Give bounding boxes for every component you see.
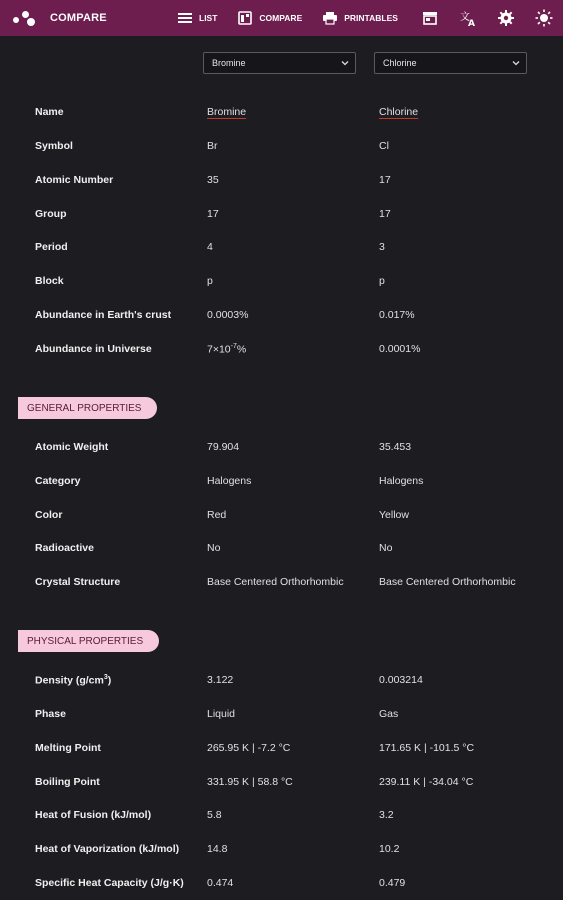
element-a-value: p (207, 275, 213, 287)
element-select-right[interactable] (374, 52, 527, 74)
element-selectors (203, 52, 563, 76)
element-a-value: Base Centered Orthorhombic (207, 576, 344, 588)
element-b-value: Cl (379, 140, 389, 152)
section-header-physical: PHYSICAL PROPERTIES (18, 630, 159, 652)
row-label: Period (35, 241, 68, 253)
label-superscript: 3 (103, 674, 108, 681)
element-b-value: 239.11 K | -34.04 °C (379, 776, 474, 788)
nav-list-label: LIST (199, 13, 218, 23)
element-a-value: 4 (207, 241, 213, 253)
element-a-value: 3.122 (207, 674, 234, 686)
element-a-value: 265.95 K | -7.2 °C (207, 742, 291, 754)
table-row (0, 843, 563, 863)
element-b-value: 0.479 (379, 877, 406, 889)
row-label: Specific Heat Capacity (J/g·K) (35, 877, 184, 889)
svg-text:A: A (468, 19, 475, 27)
row-label: Abundance in Universe (35, 343, 152, 355)
element-b-value: 17 (379, 208, 391, 220)
row-label: Heat of Fusion (kJ/mol) (35, 809, 152, 821)
element-a-value: Liquid (207, 708, 236, 720)
nav-compare-label: COMPARE (259, 13, 303, 23)
table-row (0, 877, 563, 897)
table-row (0, 475, 563, 495)
element-a-value: 5.8 (207, 809, 222, 821)
section-header-general: GENERAL PROPERTIES (18, 397, 157, 419)
value-suffix: % (236, 343, 247, 356)
table-row (0, 776, 563, 796)
element-a-value: 35 (207, 174, 219, 186)
row-label: Group (35, 208, 67, 220)
table-row (0, 309, 563, 329)
element-b-value: 3 (379, 241, 385, 253)
element-b-value: 171.65 K | -101.5 °C (379, 742, 475, 754)
element-b-value: Base Centered Orthorhombic (379, 576, 516, 588)
row-label: Heat of Vaporization (kJ/mol) (35, 843, 180, 855)
nav-printables[interactable] (323, 11, 398, 25)
element-b-value: Gas (379, 708, 399, 720)
table-row (0, 742, 563, 762)
value-base: 7×10 (207, 343, 231, 356)
row-label: Melting Point (35, 742, 101, 754)
element-a-value: No (207, 542, 221, 554)
main-nav (178, 0, 419, 36)
label-base: Density (g/cm (35, 674, 104, 687)
element-b-value: 0.0001% (379, 343, 421, 355)
row-label: Name (35, 106, 64, 118)
printer-icon (323, 11, 337, 25)
element-a-value: 14.8 (207, 843, 228, 855)
element-b-value: 17 (379, 174, 391, 186)
row-label: Boiling Point (35, 776, 100, 788)
element-b-value: 3.2 (379, 809, 394, 821)
element-b-value: 0.017% (379, 309, 415, 321)
store-icon[interactable] (421, 9, 439, 27)
chevron-down-icon (341, 59, 349, 67)
table-row (0, 441, 563, 461)
element-b-value: 10.2 (379, 843, 400, 855)
list-icon (178, 11, 192, 25)
table-row (0, 809, 563, 829)
translate-icon[interactable] (459, 9, 477, 27)
row-label: Crystal Structure (35, 576, 121, 588)
element-select-left[interactable] (203, 52, 356, 74)
row-label: Color (35, 509, 63, 521)
element-a-value: 0.0003% (207, 309, 249, 321)
element-a-value: Halogens (207, 475, 252, 487)
element-a-value: 0.474 (207, 877, 234, 889)
brand[interactable] (12, 8, 107, 28)
row-label: Phase (35, 708, 66, 720)
table-row (0, 509, 563, 529)
element-b-value: Chlorine (379, 106, 419, 118)
row-label: Abundance in Earth's crust (35, 309, 172, 321)
element-b-value: p (379, 275, 385, 287)
element-b-value: Yellow (379, 509, 409, 521)
gear-icon[interactable] (497, 9, 515, 27)
element-a-value: Bromine (207, 106, 247, 118)
element-select-left-value: Bromine (212, 58, 246, 68)
nav-compare[interactable] (238, 11, 302, 25)
table-row (0, 174, 563, 194)
table-row (0, 576, 563, 596)
table-row (0, 343, 563, 363)
element-a-value: Red (207, 509, 227, 521)
table-row (0, 208, 563, 228)
row-label: Block (35, 275, 64, 287)
element-a-value: Br (207, 140, 218, 152)
table-row (0, 275, 563, 295)
element-b-value: No (379, 542, 393, 554)
header-tools (401, 0, 553, 36)
element-a-value: 331.95 K | 58.8 °C (207, 776, 293, 788)
row-label: Radioactive (35, 542, 94, 554)
table-row (0, 106, 563, 126)
nav-printables-label: PRINTABLES (344, 13, 398, 23)
nav-list[interactable] (178, 11, 217, 25)
svg-text:文: 文 (460, 12, 470, 23)
element-a-value (207, 343, 246, 356)
sun-icon[interactable] (535, 9, 553, 27)
app-header (0, 0, 563, 36)
value-exponent: -7 (230, 343, 237, 350)
element-a-value: 17 (207, 208, 219, 220)
row-label: Category (35, 475, 81, 487)
element-a-value: 79.904 (207, 441, 240, 453)
table-row (0, 674, 563, 694)
row-label: Atomic Number (35, 174, 114, 186)
row-label: Symbol (35, 140, 73, 152)
app-title: COMPARE (50, 12, 107, 24)
chevron-down-icon (512, 59, 520, 67)
row-label (35, 674, 111, 687)
table-row (0, 708, 563, 728)
label-end: ) (107, 674, 112, 687)
compare-icon (238, 11, 252, 25)
element-b-value: 0.003214 (379, 674, 423, 686)
element-b-value: 35.453 (379, 441, 412, 453)
row-label: Atomic Weight (35, 441, 109, 453)
molecule-logo-icon (12, 8, 36, 28)
table-row (0, 140, 563, 160)
element-b-value: Halogens (379, 475, 424, 487)
table-row (0, 542, 563, 562)
table-row (0, 241, 563, 261)
element-select-right-value: Chlorine (383, 58, 417, 68)
